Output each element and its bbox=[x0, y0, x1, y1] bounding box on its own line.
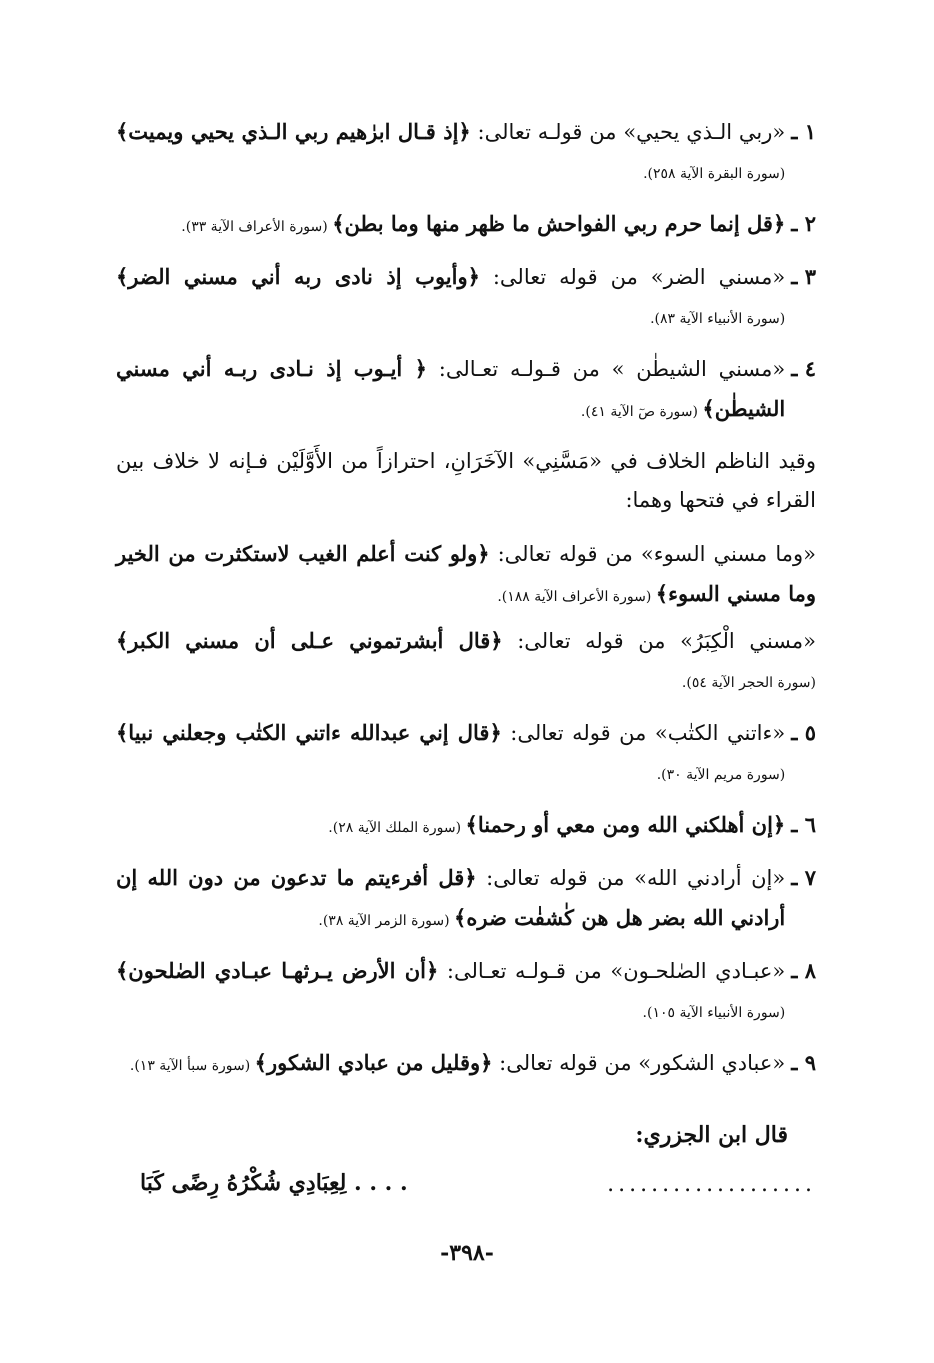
note-item bbox=[116, 534, 816, 617]
item-lead: «مسني الشيطٰن » من قـولـه تعـالى: bbox=[426, 357, 786, 381]
item-number: ٧ ـ bbox=[791, 865, 816, 890]
surah-reference: (سورة الأعراف الآية ٣٣). bbox=[181, 219, 333, 235]
surah-reference: (سورة الأعراف الآية ١٨٨). bbox=[497, 589, 656, 605]
item-lead: «عبـادي الصٰلحـون» من قـولـه تعـالى: bbox=[438, 959, 786, 983]
verse-text: . . . . لِعِبَادِي شُكْرُهُ رِضًى كَبَا bbox=[140, 1170, 408, 1196]
quran-quote: ﴿ولو كنت أعلم الغيب لاستكثرت من الخير وما مسني السوء﴾ bbox=[116, 541, 816, 606]
item-number: ٨ ـ bbox=[791, 958, 816, 983]
list-item bbox=[116, 858, 816, 941]
quran-quote: ﴿قال إني عبدالله ءاتني الكتٰب وجعلني نبيا﴾ bbox=[116, 720, 502, 745]
list-item bbox=[116, 805, 816, 848]
list-item bbox=[116, 204, 816, 247]
surah-reference: (سورة مريم الآية ٣٠). bbox=[656, 767, 786, 783]
surah-reference: (سورة الزمر الآية ٣٨). bbox=[318, 913, 455, 929]
item-number: ٦ ـ bbox=[791, 812, 816, 837]
item-lead: «مسني الْكِبَرُ» من قوله تعالى: bbox=[502, 629, 817, 653]
quran-quote: ﴿قل إنما حرم ربي الفواحش ما ظهر منها وما بطن﴾ bbox=[332, 211, 786, 236]
page-content bbox=[116, 112, 816, 1096]
list-item bbox=[116, 1043, 816, 1086]
item-lead: «مسني الضر» من قوله تعالى: bbox=[479, 265, 786, 289]
quran-quote: ﴿وقليل من عبادي الشكور﴾ bbox=[254, 1050, 493, 1075]
item-number: ٩ ـ bbox=[791, 1050, 816, 1075]
list-item bbox=[116, 713, 816, 795]
list-item bbox=[116, 257, 816, 339]
item-number: ٤ ـ bbox=[791, 356, 816, 381]
quran-quote: ﴿ أيـوب إذ نـادى ربـه أني مسني الشيطٰن﴾ bbox=[116, 356, 786, 421]
list-item bbox=[116, 951, 816, 1033]
quran-quote: ﴿إن أهلكني الله ومن معي أو رحمنا﴾ bbox=[465, 812, 786, 837]
list-item bbox=[116, 112, 816, 194]
note-item bbox=[116, 621, 816, 703]
quran-quote: ﴿أن الأرض يـرثهـا عبـادي الصٰلحون﴾ bbox=[116, 958, 439, 983]
surah-reference: (سورة الحجر الآية ٥٤). bbox=[681, 675, 816, 691]
quran-quote: ﴿إذ قـال ابرٰهيم ربي الـذي يحيي ويميت﴾ bbox=[116, 119, 471, 144]
item-lead: «وما مسني السوء» من قوله تعالى: bbox=[489, 542, 816, 566]
surah-reference: (سورة الأنبياء الآية ١٠٥). bbox=[642, 1005, 786, 1021]
item-lead: «ربي الـذي يحيي» من قولـه تعالى: bbox=[470, 120, 786, 144]
surah-reference: (سورة صٓ الآية ٤١). bbox=[580, 404, 703, 420]
item-lead: «ءاتني الكتٰب» من قوله تعالى: bbox=[501, 721, 786, 745]
item-number: ٢ ـ bbox=[791, 211, 816, 236]
surah-reference: (سورة البقرة الآية ٢٥٨). bbox=[643, 166, 786, 182]
item-lead: «إن أرادني الله» من قوله تعالى: bbox=[476, 866, 786, 890]
item-number: ٣ ـ bbox=[791, 264, 816, 289]
item-lead: «عبادي الشكور» من قوله تعالى: bbox=[492, 1051, 786, 1075]
surah-reference: (سورة سبأ الآية ١٣). bbox=[129, 1058, 255, 1074]
commentary-paragraph: وقيد الناظم الخلاف في «مَسَّنِي» الآخَرَانِ، احترازاً من الأَوَّلَيْن فـإنه لا خلاف بين القراء في فتحها وهما: bbox=[116, 449, 816, 512]
poem-verse bbox=[126, 1170, 816, 1210]
quran-quote: ﴿وأيوب إذ نادى ربه أني مسني الضر﴾ bbox=[116, 264, 480, 289]
page-number: -٣٩٨- bbox=[440, 1240, 494, 1266]
verse-ellipsis: ................... bbox=[607, 1172, 816, 1197]
quran-quote: ﴿قال أبشرتموني عـلى أن مسني الكبر﴾ bbox=[116, 628, 503, 653]
section-heading: قال ابن الجزري: bbox=[635, 1122, 788, 1148]
surah-reference: (سورة الملك الآية ٢٨). bbox=[328, 820, 466, 836]
list-item bbox=[116, 349, 816, 432]
surah-reference: (سورة الأنبياء الآية ٨٣). bbox=[650, 311, 786, 327]
item-number: ٥ ـ bbox=[791, 720, 816, 745]
quran-quote: ﴿قل أفرءيتم ما تدعون من دون الله إن أرادني الله بضر هل هن كٰشفٰت ضره﴾ bbox=[116, 865, 786, 930]
item-number: ١ ـ bbox=[791, 119, 816, 144]
